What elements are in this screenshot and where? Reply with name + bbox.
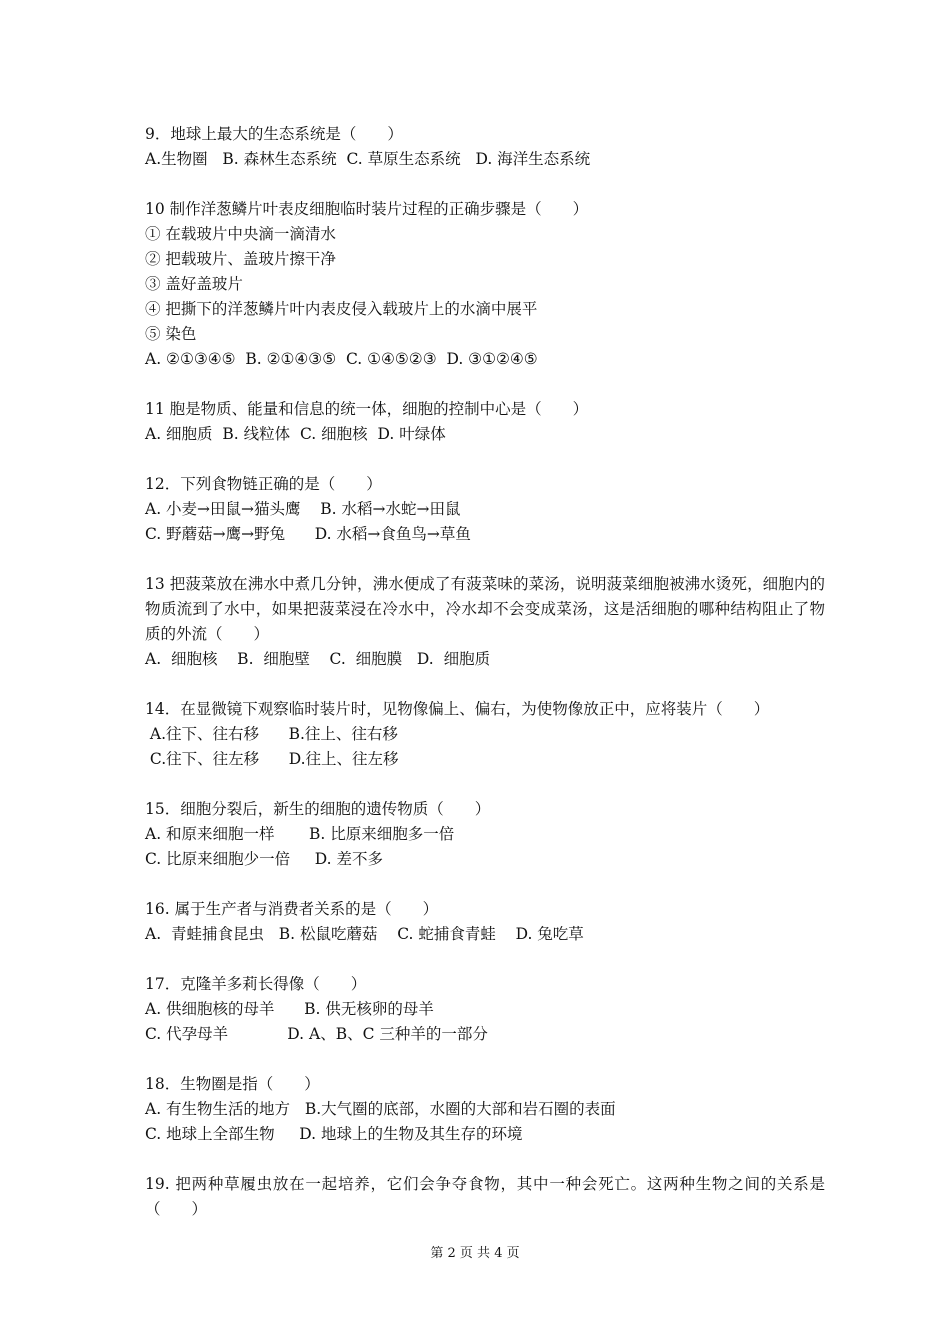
question-q12 bbox=[145, 472, 825, 547]
question-q15 bbox=[145, 797, 825, 872]
question-line: A. 小麦→田鼠→猫头鹰 B. 水稻→水蛇→田鼠 bbox=[145, 500, 461, 518]
question-q13 bbox=[145, 572, 825, 672]
question-stem: 12．下列食物链正确的是（ ） bbox=[145, 475, 382, 493]
question-line: ⑤ 染色 bbox=[145, 325, 197, 343]
question-list bbox=[145, 122, 825, 1247]
question-stem: 18．生物圈是指（ ） bbox=[145, 1075, 320, 1093]
question-stem: 10 制作洋葱鳞片叶表皮细胞临时装片过程的正确步骤是（ ） bbox=[145, 200, 589, 218]
question-stem: 16. 属于生产者与消费者关系的是（ ） bbox=[145, 900, 439, 918]
question-line: ④ 把撕下的洋葱鳞片叶内表皮侵入载玻片上的水滴中展平 bbox=[145, 300, 538, 318]
question-line: ① 在载玻片中央滴一滴清水 bbox=[145, 225, 336, 243]
question-line: A. 细胞核 B. 细胞壁 C. 细胞膜 D. 细胞质 bbox=[145, 650, 491, 668]
question-line: C. 代孕母羊 D. A、B、C 三种羊的一部分 bbox=[145, 1025, 488, 1043]
question-stem: 9．地球上最大的生态系统是（ ） bbox=[145, 125, 403, 143]
question-line: ③ 盖好盖玻片 bbox=[145, 275, 243, 293]
question-q11 bbox=[145, 397, 825, 447]
question-stem: 14．在显微镜下观察临时装片时，见物像偏上、偏右，为使物像放正中，应将装片（ ） bbox=[145, 700, 770, 718]
question-line: ② 把载玻片、盖玻片擦干净 bbox=[145, 250, 336, 268]
question-line: A. 和原来细胞一样 B. 比原来细胞多一倍 bbox=[145, 825, 455, 843]
page-footer: 第 2 页 共 4 页 bbox=[430, 1246, 520, 1261]
question-q14 bbox=[145, 697, 825, 772]
question-line: A.往下、往右移 B.往上、往右移 bbox=[145, 725, 398, 743]
question-line: A. 细胞质 B. 线粒体 C. 细胞核 D. 叶绿体 bbox=[145, 425, 446, 443]
question-stem: 11 胞是物质、能量和信息的统一体，细胞的控制中心是（ ） bbox=[145, 400, 589, 418]
question-line: A. 供细胞核的母羊 B. 供无核卵的母羊 bbox=[145, 1000, 434, 1018]
question-stem: 17．克隆羊多莉长得像（ ） bbox=[145, 975, 367, 993]
question-stem: 13 把菠菜放在沸水中煮几分钟，沸水便成了有菠菜味的菜汤，说明菠菜细胞被沸水烫死，细胞内的物质流到了水中，如果把菠菜浸在冷水中，冷水却不会变成菜汤，这是活细胞的哪种结构阻止了物质的外流（ ） bbox=[145, 575, 825, 643]
question-stem: 15．细胞分裂后，新生的细胞的遗传物质（ ） bbox=[145, 800, 491, 818]
question-line: C. 地球上全部生物 D. 地球上的生物及其生存的环境 bbox=[145, 1125, 523, 1143]
question-q17 bbox=[145, 972, 825, 1047]
question-q9 bbox=[145, 122, 825, 172]
question-line: A. 青蛙捕食昆虫 B. 松鼠吃蘑菇 C. 蛇捕食青蛙 D. 兔吃草 bbox=[145, 925, 584, 943]
question-q10 bbox=[145, 197, 825, 372]
question-line: A.生物圈 B. 森林生态系统 C. 草原生态系统 D. 海洋生态系统 bbox=[145, 150, 591, 168]
question-line: A. ②①③④⑤ B. ②①④③⑤ C. ①④⑤②③ D. ③①②④⑤ bbox=[145, 350, 538, 368]
question-line: C. 野蘑菇→鹰→野兔 D. 水稻→食鱼鸟→草鱼 bbox=[145, 525, 471, 543]
question-q16 bbox=[145, 897, 825, 947]
question-q18 bbox=[145, 1072, 825, 1147]
question-line: C.往下、往左移 D.往上、往左移 bbox=[145, 750, 399, 768]
question-line: C. 比原来细胞少一倍 D. 差不多 bbox=[145, 850, 384, 868]
question-line: A. 有生物生活的地方 B.大气圈的底部，水圈的大部和岩石圈的表面 bbox=[145, 1100, 616, 1118]
question-stem: 19. 把两种草履虫放在一起培养，它们会争夺食物，其中一种会死亡。这两种生物之间的关系是（ ） bbox=[145, 1175, 825, 1218]
question-q19 bbox=[145, 1172, 825, 1222]
